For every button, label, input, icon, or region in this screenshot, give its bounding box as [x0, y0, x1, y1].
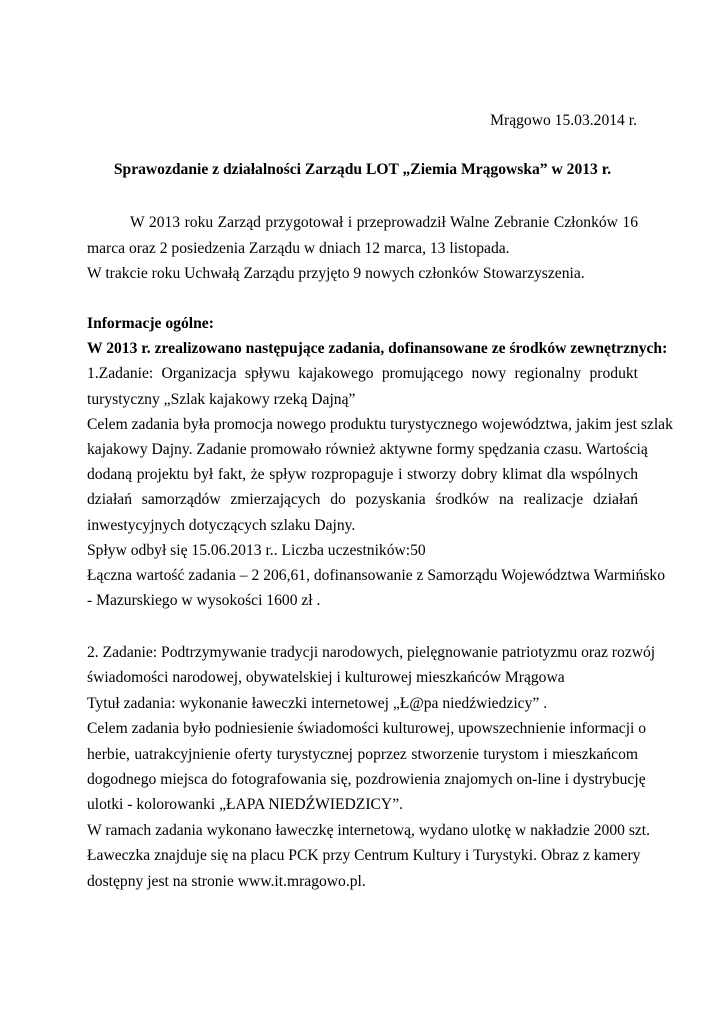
task1-line: działań samorządów zmierzających do pozyskania środków na realizacje działań	[87, 491, 638, 509]
task1-line: turystyczny „Szlak kajakowy rzeką Dajną”	[87, 390, 356, 408]
task2-line: ulotki - kolorowanki „ŁAPA NIEDŹWIEDZICY”.	[87, 796, 404, 814]
task2-line: dostępny jest na stronie www.it.mragowo.pl.	[87, 872, 366, 890]
task2-line: Celem zadania było podniesienie świadomości kulturowej, upowszechnienie informacji o	[87, 720, 647, 738]
task2-line: świadomości narodowej, obywatelskiej i kulturowej mieszkańców Mrągowa	[87, 669, 565, 687]
intro-line: marca oraz 2 posiedzenia Zarządu w dniach 12 marca, 13 listopada.	[87, 239, 510, 257]
task1-line: dodaną projektu był fakt, że spływ rozpropaguje i stworzy dobry klimat dla wspólnych	[87, 466, 638, 484]
task2-title-line: Tytuł zadania: wykonanie ławeczki internetowej „Ł@pa niedźwiedzicy” .	[87, 694, 548, 712]
document-date: Mrągowo 15.03.2014 r.	[490, 112, 637, 129]
intro-line: W trakcie roku Uchwałą Zarządu przyjęto 9 nowych członków Stowarzyszenia.	[87, 265, 585, 282]
task2-line: W ramach zadania wykonano ławeczkę internetową, wydano ulotkę w nakładzie 2000 szt.	[87, 821, 651, 839]
task1-line: inwestycyjnych dotyczących szlaku Dajny.	[87, 516, 356, 534]
intro-line: W 2013 roku Zarząd przygotował i przeprowadził Walne Zebranie Członków 16	[130, 214, 638, 231]
general-subheading: W 2013 r. zrealizowano następujące zadania, dofinansowane ze środków zewnętrznych:	[87, 340, 668, 358]
task2-section	[87, 640, 656, 894]
task2-line: dogodnego miejsca do fotografowania się, pozdrowienia znajomych on-line i dystrybucję	[87, 771, 646, 789]
general-heading: Informacje ogólne:	[87, 315, 214, 332]
task1-value-line: - Mazurskiego w wysokości 1600 zł .	[87, 592, 321, 610]
task1-line: 1.Zadanie: Organizacja spływu kajakowego promującego nowy regionalny produkt	[87, 365, 638, 383]
task1-line: kajakowy Dajny. Zadanie promowało również aktywne formy spędzania czasu. Wartością	[87, 441, 648, 459]
task1-value-line: Łączna wartość zadania – 2 206,61, dofinansowanie z Samorządu Województwa Warmińsko	[87, 567, 666, 585]
intro-paragraph	[87, 210, 638, 287]
task2-line: herbie, uatrakcyjnienie oferty turystycznej poprzez stworzenie turystom i mieszkańcom	[87, 745, 638, 763]
task2-line: Ławeczka znajduje się na placu PCK przy Centrum Kultury i Turystyki. Obraz z kamery	[87, 847, 641, 865]
general-info-section	[87, 311, 673, 613]
task1-line: Celem zadania była promocja nowego produktu turystycznego województwa, jakim jest szlak	[87, 415, 673, 433]
task2-line: 2. Zadanie: Podtrzymywanie tradycji narodowych, pielęgnowanie patriotyzmu oraz rozwój	[87, 644, 656, 661]
task1-date-participants: Spływ odbył się 15.06.2013 r.. Liczba uczestników:50	[87, 541, 426, 559]
document-title: Sprawozdanie z działalności Zarządu LOT „Ziemia Mrągowska” w 2013 r.	[113, 161, 612, 178]
